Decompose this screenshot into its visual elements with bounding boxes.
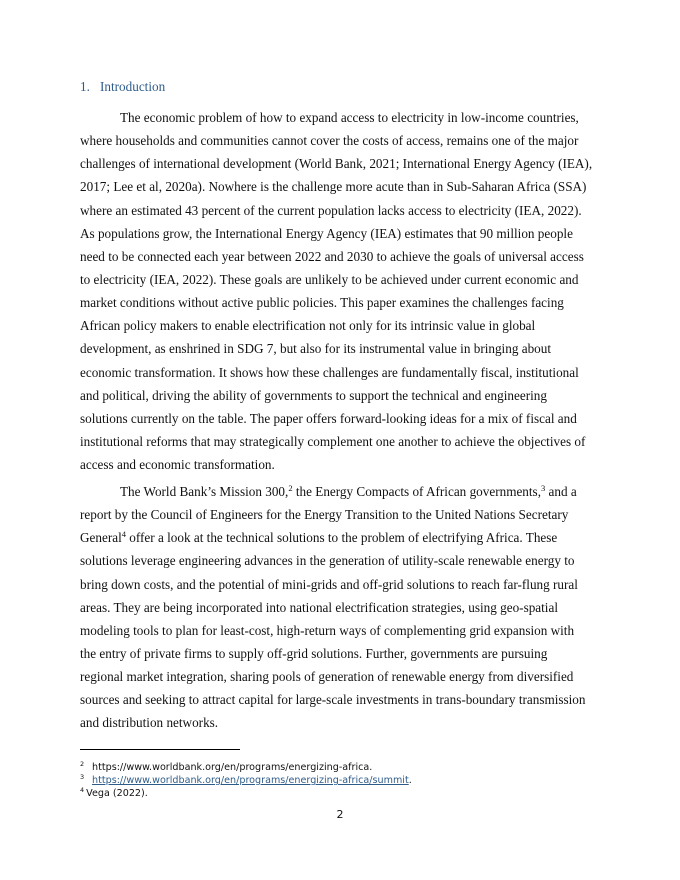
text-span: General	[80, 530, 122, 546]
footnote-ref-3[interactable]: 3	[541, 483, 546, 493]
footnote-number: 3	[80, 773, 85, 781]
footnote-number: 4	[80, 786, 85, 794]
text-span: offer a look at the technical solutions to the problem of electrifying Africa. These	[125, 530, 558, 546]
footnote-ref-4[interactable]: 4	[121, 529, 126, 540]
paragraph-line: access and economic transformation.	[80, 457, 275, 473]
paragraph-line: challenges of international development (World Bank, 2021; International Energy Agency (IEA),	[80, 156, 593, 172]
paragraph-line: development, as enshrined in SDG 7, but also for its instrumental value in bringing about	[80, 341, 552, 357]
section-heading	[80, 79, 165, 95]
paragraph-line: institutional reforms that may strategically complement one another to achieve the objectives of	[80, 433, 586, 449]
paragraph-line: and distribution networks.	[80, 715, 219, 731]
text-span: The World Bank’s Mission 300,	[120, 484, 289, 499]
paragraph-2	[80, 480, 586, 735]
footnote-4	[80, 786, 148, 799]
footnote-ref-2[interactable]: 2	[288, 483, 293, 493]
footnote-3	[80, 773, 412, 786]
paragraph-line: market conditions without active public policies. This paper examines the challenges facing	[80, 295, 564, 311]
page-number: 2	[336, 808, 344, 821]
paragraph-line: solutions currently on the table. The paper offers forward-looking ideas for a mix of fiscal and	[80, 410, 577, 426]
paragraph-line: need to be connected each year between 2022 and 2030 to achieve the goals of universal access	[80, 248, 584, 264]
footnote-2	[80, 760, 372, 773]
paragraph-line	[80, 480, 586, 503]
paragraph-line: sources and seeking to attract capital for large-scale investments in trans-boundary transmission	[80, 692, 586, 708]
paragraph-line	[80, 526, 586, 549]
footnote-number: 2	[80, 760, 85, 768]
paragraph-line: the entry of private firms to supply off-grid solutions. Further, governments are pursuing	[80, 645, 548, 661]
paragraph-line: regional market integration, sharing pools of generation of renewable energy from diversified	[80, 669, 574, 685]
paragraph-line: where households and communities cannot cover the costs of access, remains one of the major	[80, 133, 579, 149]
paragraph-line: African policy makers to enable electrification not only for its intrinsic value in global	[80, 318, 536, 334]
paragraph-line: and political, driving the ability of governments to support the technical and engineering	[80, 387, 547, 403]
paragraph-line: The economic problem of how to expand access to electricity in low-income countries,	[120, 110, 579, 125]
section-number: 1.	[80, 79, 90, 94]
footnote-separator	[80, 749, 240, 750]
paragraph-1	[80, 106, 592, 476]
paragraph-line: economic transformation. It shows how these challenges are fundamentally fiscal, institutional	[80, 364, 579, 380]
paragraph-line: bring down costs, and the potential of mini-grids and off-grid solutions to reach far-flung rural	[80, 576, 578, 592]
paragraph-line: areas. They are being incorporated into national electrification strategies, using geo-spatial	[80, 599, 558, 615]
text-span: and a	[545, 484, 577, 499]
footnote-text: .	[408, 775, 412, 786]
paragraph-line: 2017; Lee et al, 2020a). Nowhere is the challenge more acute than in Sub-Saharan Africa (SSA)	[80, 179, 587, 195]
paragraph-line: where an estimated 43 percent of the current population lacks access to electricity (IEA, 2022).	[80, 202, 582, 218]
section-title: Introduction	[100, 79, 166, 94]
paragraph-line: to electricity (IEA, 2022). These goals are unlikely to be achieved under current economic and	[80, 271, 579, 287]
text-span: the Energy Compacts of African governments,	[292, 484, 541, 499]
footnote-text: Vega (2022).	[86, 788, 148, 799]
footnote-text: https://www.worldbank.org/en/programs/energizing-africa.	[92, 762, 373, 773]
paragraph-line: As populations grow, the International Energy Agency (IEA) estimates that 90 million people	[80, 225, 573, 241]
paragraph-line: solutions leverage engineering advances in the generation of utility-scale renewable energy to	[80, 553, 575, 569]
paragraph-line: report by the Council of Engineers for the Energy Transition to the United Nations Secretary	[80, 507, 569, 523]
footnote-link[interactable]: https://www.worldbank.org/en/programs/energizing-africa/summit	[92, 775, 409, 786]
paragraph-line: modeling tools to plan for least-cost, high-return ways of complementing grid expansion with	[80, 622, 575, 638]
